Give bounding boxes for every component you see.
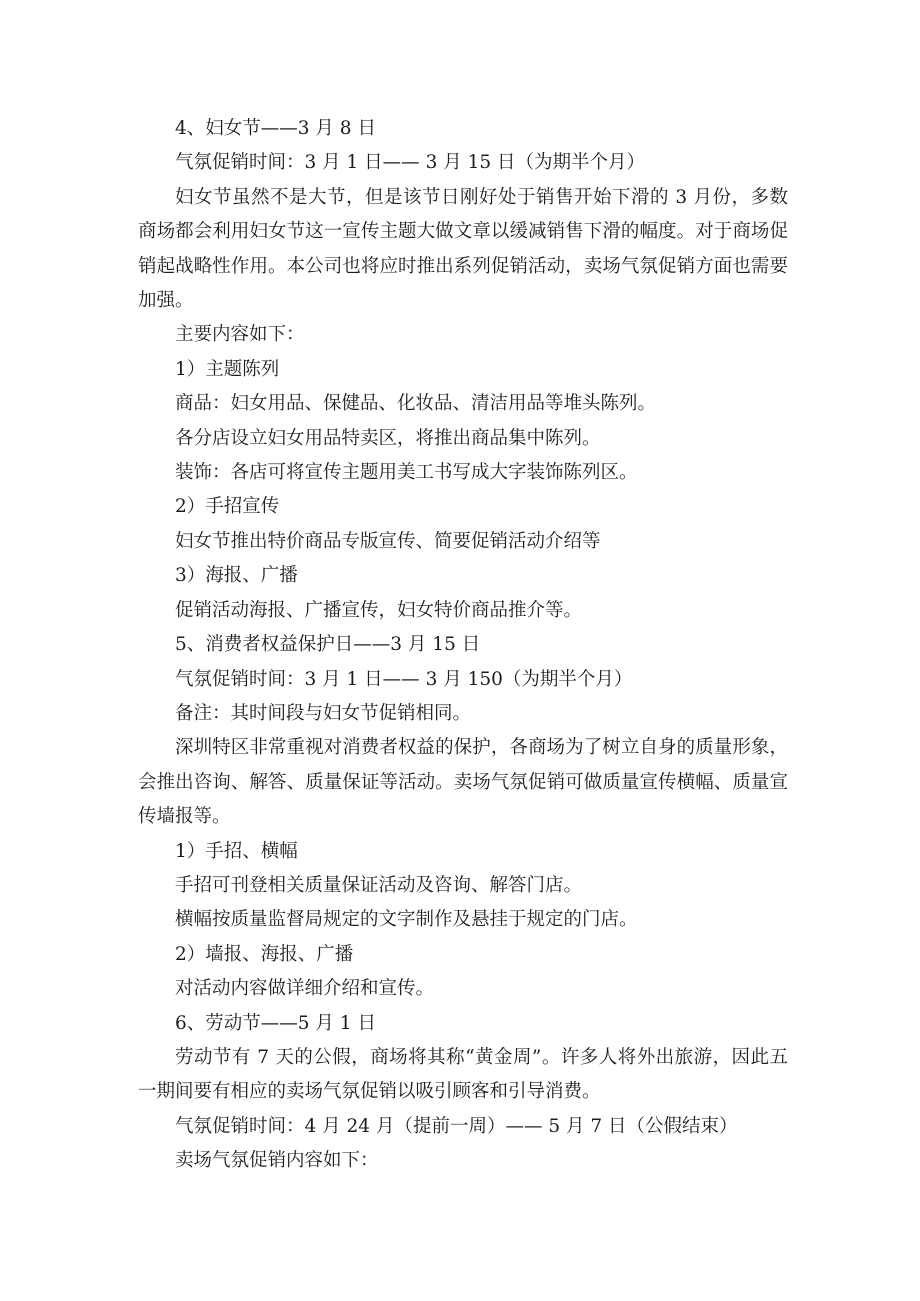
- item-wall-poster-broadcast: 2）墙报、海报、广播: [175, 943, 354, 965]
- text-labor-day-content-label: 卖场气氛促销内容如下：: [175, 1150, 379, 1172]
- note-consumer-day: 备注：其时间段与妇女节促销相同。: [175, 702, 472, 724]
- item-flyer-promo: 2）手招宣传: [175, 496, 280, 518]
- promo-period-womens-day: 气氛促销时间：3 月 1 日—— 3 月 15 日（为期半个月）: [175, 152, 646, 174]
- text-flyer-promo: 妇女节推出特价商品专版宣传、简要促销活动介绍等: [175, 530, 601, 552]
- section-heading-womens-day: 4、妇女节——3 月 8 日: [175, 118, 376, 139]
- item-poster-broadcast: 3）海报、广播: [175, 565, 298, 587]
- text-banner-content: 横幅按质量监督局规定的文字制作及悬挂于规定的门店。: [175, 909, 638, 931]
- section-heading-labor-day: 6、劳动节——5 月 1 日: [175, 1012, 376, 1034]
- paragraph-womens-day-intro: 妇女节虽然不是大节，但是该节日刚好处于销售开始下滑的 3 月份，多数商场都会利用妇女节这一宣传主题大做文章以缓减销售下滑的幅度。对于商场促销起战略性作用。本公司也将应时推出系列促销活动，卖场气氛促销方面也需要加强。: [138, 186, 788, 312]
- text-poster-broadcast: 促销活动海报、广播宣传，妇女特价商品推介等。: [175, 599, 583, 621]
- main-content-label: 主要内容如下：: [175, 324, 305, 346]
- text-activity-detail: 对活动内容做详细介绍和宣传。: [175, 978, 435, 1000]
- paragraph-labor-day-intro: 劳动节有 7 天的公假，商场将其称“黄金周”。许多人将外出旅游，因此五一期间要有相应的卖场气氛促销以吸引顾客和引导消费。: [138, 1046, 788, 1103]
- text-goods-display: 商品：妇女用品、保健品、化妆品、清洁用品等堆头陈列。: [175, 393, 657, 415]
- text-decoration: 装饰：各店可将宣传主题用美工书写成大字装饰陈列区。: [175, 462, 638, 484]
- promo-period-labor-day: 气氛促销时间：4 月 24 月（提前一周）—— 5 月 7 日（公假结束）: [175, 1115, 738, 1137]
- paragraph-consumer-day-intro: 深圳特区非常重视对消费者权益的保护，各商场为了树立自身的质量形象，会推出咨询、解答、质量保证等活动。卖场气氛促销可做质量宣传横幅、质量宣传墙报等。: [138, 737, 788, 828]
- text-flyer-content: 手招可刊登相关质量保证活动及咨询、解答门店。: [175, 874, 583, 896]
- document-body: [138, 112, 788, 1179]
- item-theme-display: 1）主题陈列: [175, 358, 280, 380]
- section-heading-consumer-day: 5、消费者权益保护日——3 月 15 日: [175, 634, 481, 656]
- item-flyer-banner: 1）手招、横幅: [175, 840, 298, 862]
- promo-period-consumer-day: 气氛促销时间：3 月 1 日—— 3 月 150（为期半个月）: [175, 668, 633, 690]
- text-special-zone: 各分店设立妇女用品特卖区，将推出商品集中陈列。: [175, 427, 601, 449]
